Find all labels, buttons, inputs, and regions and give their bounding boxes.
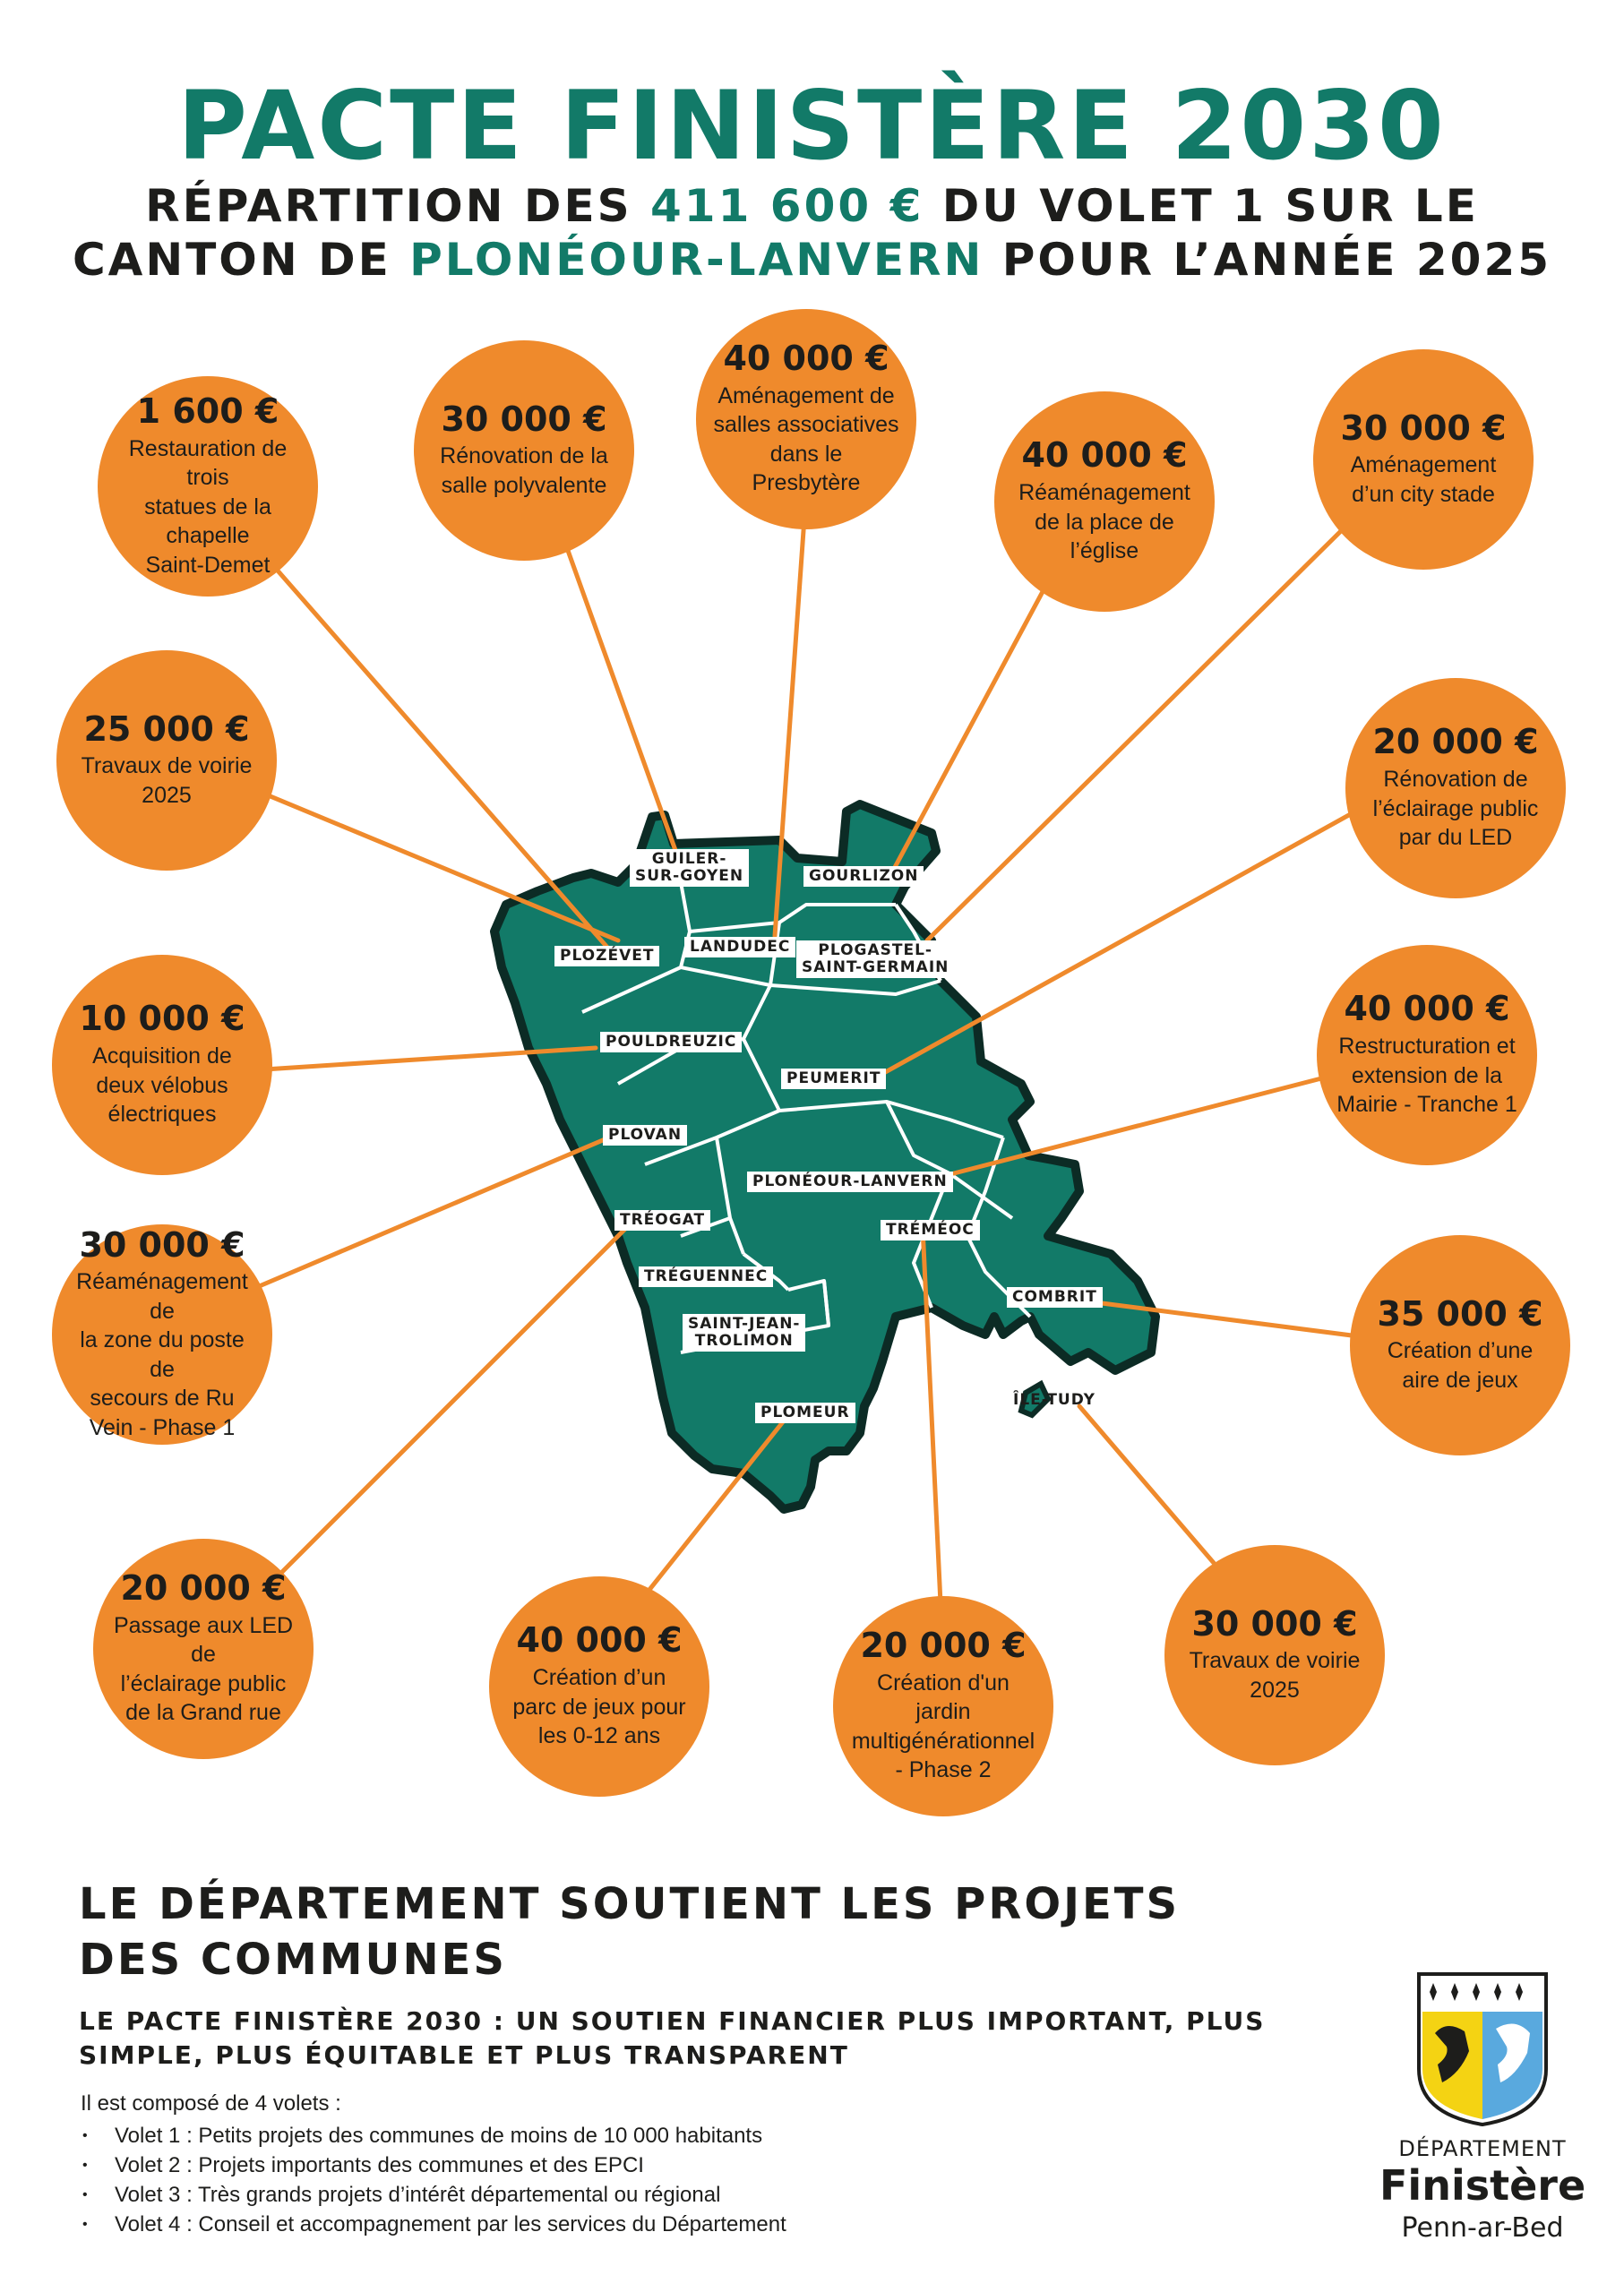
list-item: • Volet 3 : Très grands projets d’intérêt départemental ou régional [81,2180,786,2210]
commune-label-plogastel-saint-germain: PLOGASTEL- SAINT-GERMAIN [796,940,954,978]
subtitle-text: POUR L’ANNÉE 2025 [984,234,1552,286]
project-amount: 40 000 € [516,1620,683,1661]
section-subheading: LE PACTE FINISTÈRE 2030 : UN SOUTIEN FINANCIER PLUS IMPORTANT, PLUS SIMPLE, PLUS ÉQUITABLE ET PLUS TRANSPARENT [79,2006,1266,2070]
list-item: • Volet 4 : Conseil et accompagnement par les services du Département [81,2210,786,2239]
project-amount: 20 000 € [120,1568,287,1609]
project-bubble [1317,945,1537,1165]
project-amount: 40 000 € [1344,989,1510,1029]
project-bubble [52,1224,272,1445]
project-bubble [93,1539,314,1759]
commune-label-treguennec: TRÉGUENNEC [639,1266,773,1287]
project-description: Rénovation de la salle polyvalente [440,443,608,498]
project-amount: 20 000 € [1372,722,1539,762]
project-description: Restructuration et extension de la Mairie - Tranche 1 [1336,1034,1517,1118]
project-bubble [56,650,277,871]
commune-label-ile-tudy: ÎLE-TUDY [1013,1391,1096,1409]
project-description: Aménagement de salles associatives dans le Presbytère [713,382,899,496]
connector-line [251,788,618,940]
connector-line [887,573,1053,882]
logo-text-departement: DÉPARTEMENT [1398,2136,1567,2161]
commune-label-pouldreuzic: POULDREUZIC [600,1032,742,1052]
commune-label-landudec: LANDUDEC [684,937,795,957]
project-description: Travaux de voirie 2025 [81,753,253,808]
volets-intro: Il est composé de 4 volets : [81,2091,341,2116]
subtitle-text: RÉPARTITION DES [145,180,651,232]
project-bubble [52,955,272,1175]
project-bubble [98,376,318,597]
commune-label-gourlizon: GOURLIZON [803,866,924,887]
project-bubble [489,1576,709,1797]
commune-label-treogat: TRÉOGAT [614,1210,710,1231]
subtitle-text: CANTON DE [72,234,410,286]
commune-label-ploneour-lanvern: PLONÉOUR-LANVERN [747,1172,953,1192]
commune-label-tremeoc: TRÉMÉOC [881,1220,980,1241]
project-amount: 35 000 € [1377,1293,1543,1334]
finistere-coat-of-arms-logo [1415,1970,1550,2127]
page-title: PACTE FINISTÈRE 2030 [177,71,1447,181]
project-amount: 30 000 € [1340,408,1507,448]
project-amount: 20 000 € [860,1626,1027,1666]
project-bubble [1345,678,1566,898]
total-amount: 411 600 € [650,180,924,232]
project-amount: 30 000 € [1191,1603,1358,1644]
connector-line [251,1138,609,1290]
project-amount: 25 000 € [83,708,250,749]
project-bubble [994,391,1215,612]
commune-label-saint-jean-trolimon: SAINT-JEAN- TROLIMON [683,1314,805,1352]
connector-line [269,1218,636,1585]
section-heading: LE DÉPARTEMENT SOUTIENT LES PROJETS DES COMMUNES [79,1879,1181,1986]
commune-label-plomeur: PLOMEUR [755,1403,855,1423]
canton-name: PLONÉOUR-LANVERN [409,234,984,286]
project-description: Travaux de voirie 2025 [1189,1648,1361,1703]
subtitle-text: DU VOLET 1 SUR LE [924,180,1479,232]
commune-label-guiler-sur-goyen: GUILER- SUR-GOYEN [630,849,749,887]
logo-text-penn-ar-bed: Penn-ar-Bed [1401,2212,1564,2244]
project-description: Restauration de trois statues de la chapelle Saint-Demet [128,435,288,578]
connector-line [264,555,609,949]
commune-label-combrit: COMBRIT [1007,1287,1103,1308]
project-bubble [414,340,634,561]
project-bubble [833,1596,1053,1816]
list-item: • Volet 2 : Projets importants des communes et des EPCI [81,2151,786,2180]
project-amount: 1 600 € [136,391,279,431]
commune-label-plozevet: PLOZÉVET [554,946,659,966]
project-bubble [696,309,916,529]
project-description: Rénovation de l’éclairage public par du LED [1372,767,1539,851]
project-description: Création d’une aire de jeux [1387,1338,1534,1393]
project-description: Création d’un parc de jeux pour les 0-12 ans [512,1665,686,1749]
project-amount: 10 000 € [79,999,245,1039]
project-amount: 30 000 € [441,399,607,439]
connector-line [554,511,685,878]
project-amount: 30 000 € [79,1224,245,1265]
project-description: Passage aux LED de l’éclairage public de la Grand rue [113,1612,294,1726]
project-description: Réaménagement de la place de l’église [1018,480,1190,564]
project-bubble [1164,1545,1385,1765]
logo-text-finistere: Finistère [1379,2161,1586,2210]
project-amount: 40 000 € [723,339,889,379]
connector-line [1079,1406,1214,1563]
project-amount: 40 000 € [1021,435,1188,476]
commune-label-plovan: PLOVAN [603,1125,687,1146]
project-description: Aménagement d’un city stade [1350,452,1497,507]
volets-list [81,2121,786,2239]
list-item: • Volet 1 : Petits projets des communes de moins de 10 000 habitants [81,2121,786,2151]
project-description: Réaménagement de la zone du poste de secours de Ru Vein - Phase 1 [76,1269,248,1440]
project-bubble [1313,349,1534,570]
project-bubble [1350,1235,1570,1455]
commune-label-peumerit: PEUMERIT [781,1069,886,1089]
project-description: Création d'un jardin multigénérationnel - Phase 2 [851,1670,1035,1783]
project-description: Acquisition de deux vélobus électriques [92,1043,232,1128]
